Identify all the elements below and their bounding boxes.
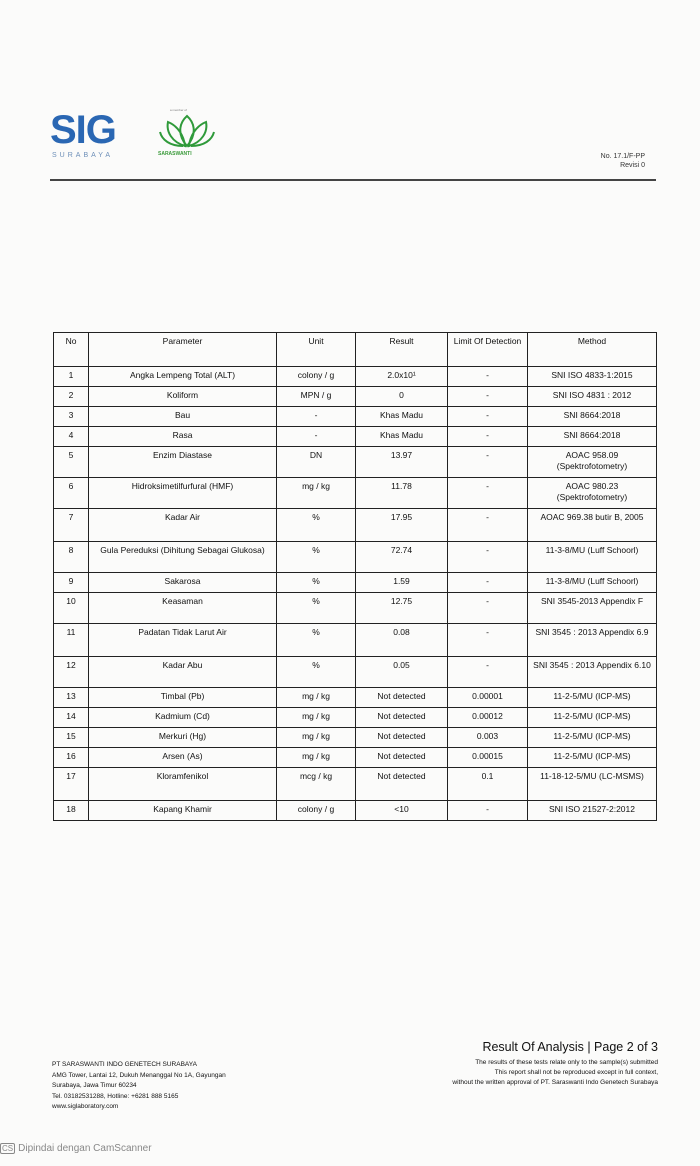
saraswanti-leaf-logo-icon: [158, 110, 216, 150]
table-row: [54, 801, 657, 821]
cell-no: 14: [54, 708, 89, 728]
cell-result: Not detected: [356, 748, 448, 768]
cell-no: 11: [54, 624, 89, 657]
cell-no: 2: [54, 387, 89, 407]
table-row: [54, 624, 657, 657]
cell-unit: MPN / g: [277, 387, 356, 407]
cell-result: Not detected: [356, 708, 448, 728]
cell-parameter: Sakarosa: [89, 573, 277, 593]
cell-unit: colony / g: [277, 801, 356, 821]
cell-lod: -: [448, 657, 528, 688]
document-number: [601, 152, 645, 170]
cell-lod: -: [448, 542, 528, 573]
cell-parameter: Kapang Khamir: [89, 801, 277, 821]
cell-no: 17: [54, 768, 89, 801]
cell-lod: -: [448, 573, 528, 593]
table-row: [54, 427, 657, 447]
disclaimer: [452, 1058, 658, 1088]
cell-method: SNI ISO 21527-2:2012: [528, 801, 657, 821]
cell-method: SNI 8664:2018: [528, 407, 657, 427]
sig-logo-subtitle: SURABAYA: [52, 152, 114, 159]
cell-no: 3: [54, 407, 89, 427]
table-row: [54, 478, 657, 509]
cell-lod: -: [448, 367, 528, 387]
company-website: www.siglaboratory.com: [52, 1103, 119, 1110]
cell-lod: -: [448, 478, 528, 509]
cell-unit: mg / kg: [277, 688, 356, 708]
cell-result: 13.97: [356, 447, 448, 478]
cell-unit: -: [277, 407, 356, 427]
table-row: [54, 728, 657, 748]
column-header: Method: [528, 333, 657, 367]
cell-unit: mg / kg: [277, 478, 356, 509]
cell-lod: -: [448, 593, 528, 624]
column-header: Unit: [277, 333, 356, 367]
table-row: [54, 688, 657, 708]
table-row: [54, 509, 657, 542]
cell-no: 15: [54, 728, 89, 748]
cell-method: SNI 3545 : 2013 Appendix 6.9: [528, 624, 657, 657]
cell-no: 6: [54, 478, 89, 509]
cell-lod: -: [448, 801, 528, 821]
cell-result: Not detected: [356, 768, 448, 801]
cell-lod: -: [448, 387, 528, 407]
cell-unit: %: [277, 542, 356, 573]
company-name: PT SARASWANTI INDO GENETECH SURABAYA: [52, 1061, 197, 1068]
table-row: [54, 367, 657, 387]
cell-lod: 0.00012: [448, 708, 528, 728]
cell-result: Khas Madu: [356, 427, 448, 447]
cell-lod: -: [448, 624, 528, 657]
table-row: [54, 573, 657, 593]
cell-result: <10: [356, 801, 448, 821]
cell-lod: -: [448, 447, 528, 478]
cell-no: 7: [54, 509, 89, 542]
cell-unit: mcg / kg: [277, 768, 356, 801]
company-city: Surabaya, Jawa Timur 60234: [52, 1082, 137, 1089]
table-row: [54, 748, 657, 768]
cell-method: 11-2-5/MU (ICP-MS): [528, 748, 657, 768]
cell-method: AOAC 958.09 (Spektrofotometry): [528, 447, 657, 478]
cell-method: SNI 3545 : 2013 Appendix 6.10: [528, 657, 657, 688]
cell-method: AOAC 980.23 (Spektrofotometry): [528, 478, 657, 509]
cell-method: 11-3-8/MU (Luff Schoorl): [528, 573, 657, 593]
cell-parameter: Hidroksimetilfurfural (HMF): [89, 478, 277, 509]
company-address: AMG Tower, Lantai 12, Dukuh Menanggal No 1A, Gayungan: [52, 1071, 226, 1079]
column-header: Limit Of Detection: [448, 333, 528, 367]
cell-lod: 0.1: [448, 768, 528, 801]
column-header: Parameter: [89, 333, 277, 367]
partner-tagline: a member of: [170, 108, 187, 112]
cell-unit: %: [277, 624, 356, 657]
cell-method: AOAC 969.38 butir B, 2005: [528, 509, 657, 542]
sig-logo: SIG: [50, 108, 116, 152]
cell-parameter: Kloramfenikol: [89, 768, 277, 801]
cell-result: 0.05: [356, 657, 448, 688]
cell-result: Khas Madu: [356, 407, 448, 427]
table-row: [54, 708, 657, 728]
cell-parameter: Padatan Tidak Larut Air: [89, 624, 277, 657]
cell-parameter: Angka Lempeng Total (ALT): [89, 367, 277, 387]
cell-result: 0: [356, 387, 448, 407]
cell-method: 11-2-5/MU (ICP-MS): [528, 708, 657, 728]
header-divider: [50, 179, 656, 181]
cell-parameter: Timbal (Pb): [89, 688, 277, 708]
cell-method: SNI ISO 4833-1:2015: [528, 367, 657, 387]
results-table: [53, 332, 657, 821]
cell-result: 0.08: [356, 624, 448, 657]
cell-unit: %: [277, 509, 356, 542]
cell-no: 8: [54, 542, 89, 573]
cell-method: 11-2-5/MU (ICP-MS): [528, 688, 657, 708]
cell-method: 11-3-8/MU (Luff Schoorl): [528, 542, 657, 573]
cell-unit: DN: [277, 447, 356, 478]
cell-unit: colony / g: [277, 367, 356, 387]
cell-lod: 0.003: [448, 728, 528, 748]
cell-parameter: Kadar Abu: [89, 657, 277, 688]
table-row: [54, 447, 657, 478]
cell-lod: -: [448, 407, 528, 427]
cell-no: 1: [54, 367, 89, 387]
cell-no: 9: [54, 573, 89, 593]
column-header: Result: [356, 333, 448, 367]
cell-parameter: Rasa: [89, 427, 277, 447]
cell-unit: mg / kg: [277, 708, 356, 728]
cell-lod: -: [448, 427, 528, 447]
cell-method: SNI 3545-2013 Appendix F: [528, 593, 657, 624]
cell-parameter: Gula Pereduksi (Dihitung Sebagai Glukosa): [89, 542, 277, 573]
disclaimer-line: without the written approval of PT. Saraswanti Indo Genetech Surabaya: [452, 1079, 658, 1086]
cell-result: 12.75: [356, 593, 448, 624]
cell-result: 72.74: [356, 542, 448, 573]
cell-unit: mg / kg: [277, 748, 356, 768]
cell-unit: mg / kg: [277, 728, 356, 748]
cell-parameter: Kadar Air: [89, 509, 277, 542]
table-row: [54, 407, 657, 427]
cell-unit: %: [277, 573, 356, 593]
cell-parameter: Koliform: [89, 387, 277, 407]
table-row: [54, 542, 657, 573]
cell-lod: 0.00015: [448, 748, 528, 768]
cell-no: 16: [54, 748, 89, 768]
cell-result: 17.95: [356, 509, 448, 542]
cell-unit: %: [277, 657, 356, 688]
disclaimer-line: The results of these tests relate only to the sample(s) submitted: [475, 1059, 658, 1066]
cell-no: 13: [54, 688, 89, 708]
cell-method: 11-18-12-5/MU (LC-MSMS): [528, 768, 657, 801]
company-info: [52, 1060, 226, 1113]
cell-unit: %: [277, 593, 356, 624]
cell-no: 4: [54, 427, 89, 447]
partner-name: SARASWANTI: [158, 151, 192, 157]
table-row: [54, 593, 657, 624]
cell-parameter: Enzim Diastase: [89, 447, 277, 478]
cell-parameter: Keasaman: [89, 593, 277, 624]
table-row: [54, 657, 657, 688]
cell-lod: -: [448, 509, 528, 542]
table-row: [54, 387, 657, 407]
cell-result: 11.78: [356, 478, 448, 509]
cell-lod: 0.00001: [448, 688, 528, 708]
disclaimer-line: This report shall not be reproduced except in full context,: [494, 1069, 658, 1076]
cell-result: 1.59: [356, 573, 448, 593]
cell-result: Not detected: [356, 688, 448, 708]
camscanner-watermark: [0, 1143, 152, 1154]
cell-result: Not detected: [356, 728, 448, 748]
cell-no: 5: [54, 447, 89, 478]
table-row: [54, 768, 657, 801]
cell-method: 11-2-5/MU (ICP-MS): [528, 728, 657, 748]
table-header: [54, 333, 657, 367]
cell-method: SNI ISO 4831 : 2012: [528, 387, 657, 407]
column-header: No: [54, 333, 89, 367]
cell-no: 12: [54, 657, 89, 688]
doc-no: No. 17.1/F-PP: [600, 153, 645, 160]
cell-parameter: Kadmium (Cd): [89, 708, 277, 728]
company-phone: Tel. 03182531288, Hotline: +6281 888 5165: [52, 1092, 179, 1100]
cell-parameter: Bau: [89, 407, 277, 427]
cell-no: 18: [54, 801, 89, 821]
page-title: Result Of Analysis | Page 2 of 3: [482, 1040, 658, 1054]
cell-method: SNI 8664:2018: [528, 427, 657, 447]
cell-result: 2.0x10¹: [356, 367, 448, 387]
cell-no: 10: [54, 593, 89, 624]
cell-parameter: Merkuri (Hg): [89, 728, 277, 748]
revision: Revisi 0: [620, 162, 645, 169]
cell-parameter: Arsen (As): [89, 748, 277, 768]
camscanner-icon: CS: [2, 1144, 14, 1153]
cell-unit: -: [277, 427, 356, 447]
watermark-text: Dipindai dengan CamScanner: [18, 1143, 152, 1154]
